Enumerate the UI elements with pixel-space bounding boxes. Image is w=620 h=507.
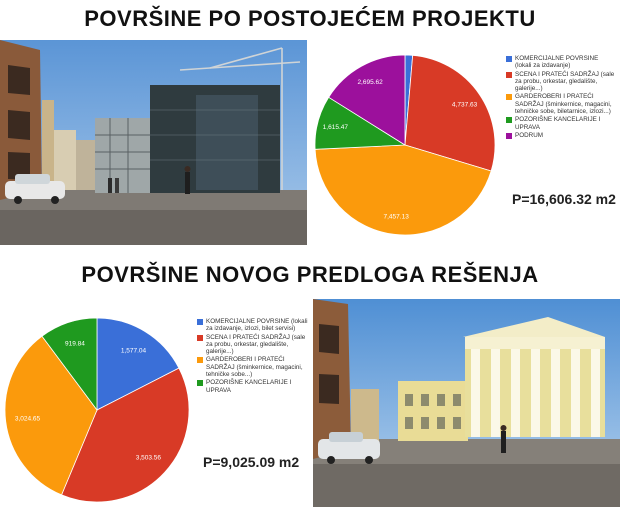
legend-item xyxy=(197,379,309,394)
pie-slice-value-label: 3,024.65 xyxy=(14,415,41,423)
legend-swatch xyxy=(506,56,512,62)
legend-swatch xyxy=(506,72,512,78)
new-proposal-pie-chart xyxy=(0,315,195,505)
legend-label: PODRUM xyxy=(515,131,543,139)
top-title: POVRŠINE PO POSTOJEĆEM PROJEKTU xyxy=(84,6,536,31)
legend-swatch xyxy=(197,319,203,325)
legend-item xyxy=(197,318,309,333)
legend-item xyxy=(506,55,616,70)
new-proposal-legend xyxy=(197,318,309,395)
legend-item xyxy=(197,356,309,378)
existing-project-pie-chart xyxy=(310,50,500,240)
legend-item xyxy=(506,132,616,139)
legend-item xyxy=(506,71,616,93)
pie-slice-value-label: 7,457.13 xyxy=(383,213,409,221)
legend-item xyxy=(506,116,616,131)
new-proposal-total: P=9,025.09 m2 xyxy=(203,454,300,470)
legend-label: KOMERCIJALNE POVRSINE (lokali za izdavanje) xyxy=(515,55,599,70)
existing-project-legend xyxy=(506,55,616,140)
legend-swatch xyxy=(197,357,203,363)
legend-item xyxy=(506,93,616,115)
legend-item xyxy=(197,334,309,356)
pie-slice-value-label: 4,737.63 xyxy=(451,101,478,109)
bottom-title: POVRŠINE NOVOG PREDLOGA REŠENJA xyxy=(81,262,539,287)
pie-slice-value-label: 2,695.62 xyxy=(357,79,383,87)
pie-slice-value-label: 3,503.56 xyxy=(135,454,162,462)
proposed-theatre-render xyxy=(313,299,620,507)
pie-slice-value-label: 1,577.04 xyxy=(120,347,147,355)
legend-label: GARDEROBERI I PRATEĆI SADRŽAJ (šminkernice, magacini, tehničke sobe...) xyxy=(206,356,303,379)
legend-label: SCENA I PRATEĆI SADRŽAJ (sale za probu, orkestar, gledalište, galerije...) xyxy=(515,70,615,93)
legend-swatch xyxy=(197,380,203,386)
legend-swatch xyxy=(506,94,512,100)
legend-swatch xyxy=(506,133,512,139)
existing-project-total: P=16,606.32 m2 xyxy=(512,191,616,207)
legend-swatch xyxy=(197,335,203,341)
legend-label: KOMERCIJALNE POVRSINE (lokali za izdavanje, izlozi, bilet servisi) xyxy=(206,318,308,333)
pie-slice-value-label: 919.84 xyxy=(65,340,85,348)
legend-swatch xyxy=(506,117,512,123)
legend-label: POZORIŠNE KANCELARIJE I UPRAVA xyxy=(515,116,601,131)
legend-label: SCENA I PRATEĆI SADRŽAJ (sale za probu, orkestar, gledalište, galerije...) xyxy=(206,333,306,356)
construction-site-photo xyxy=(0,40,307,245)
legend-label: POZORIŠNE KANCELARIJE I UPRAVA xyxy=(206,379,292,394)
legend-label: GARDEROBERI I PRATEĆI SADRŽAJ (šminkernice, magacini, tehničke sobe, biletarnice, izlozi...) xyxy=(515,93,612,116)
pie-slice-value-label: 1,615.47 xyxy=(322,123,348,131)
